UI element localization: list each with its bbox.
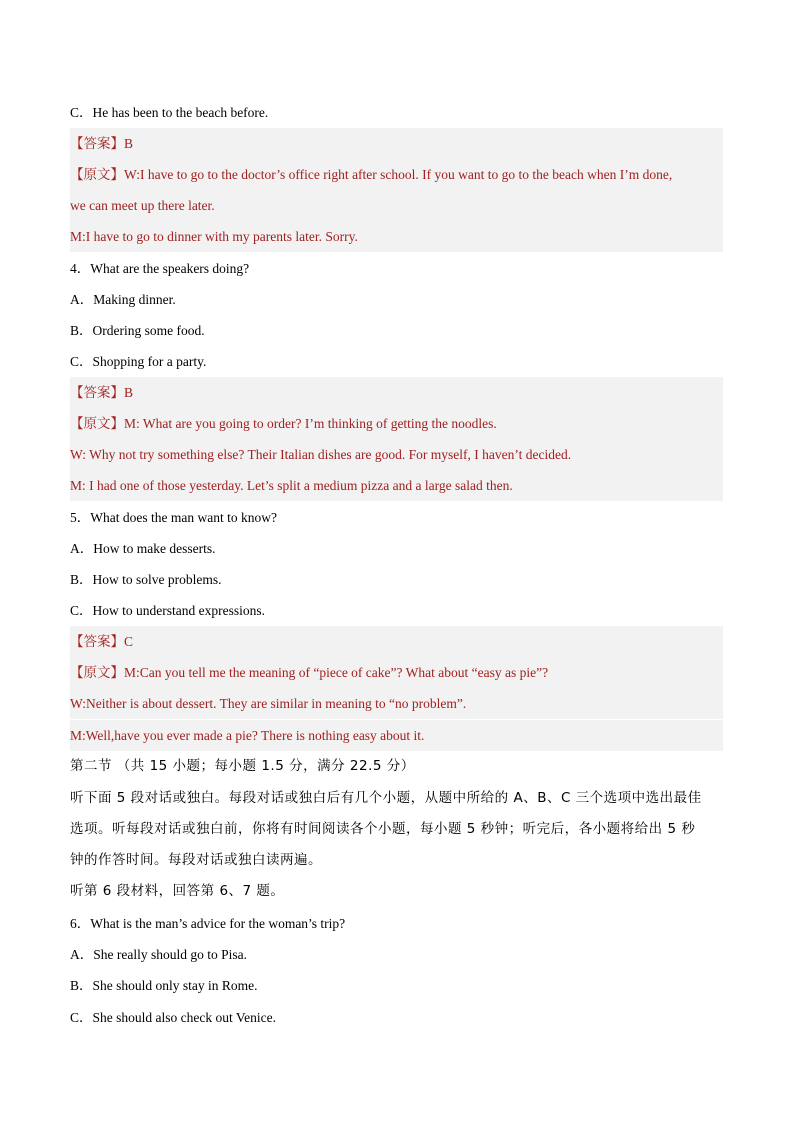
section-instructions-line-2: 选项。听每段对话或独白前，你将有时间阅读各个小题，每小题 5 秒钟；听完后，各小题将给出 5 秒 [70,821,696,837]
q6-option-a: A．She really should go to Pisa. [70,947,247,962]
q5-answer-line [70,626,723,657]
q6-option-c: C．She should also check out Venice. [70,1010,276,1025]
q3-answer-line [70,128,723,159]
section-heading: 第二节 （共 15 小题；每小题 1.5 分，满分 22.5 分） [70,758,415,774]
section-instructions-line-1: 听下面 5 段对话或独白。每段对话或独白后有几个小题，从题中所给的 A、B、C 三个选项中选出最佳 [70,790,702,806]
q4-transcript-line-2: W: Why not try something else? Their Italian dishes are good. For myself, I haven’t decided. [70,439,723,470]
q4-transcript-line-3: M: I had one of those yesterday. Let’s split a medium pizza and a large salad then. [70,470,723,501]
q4-transcript-line-1 [70,408,723,439]
q4-option-a: A．Making dinner. [70,292,176,307]
q3-option-c: C．He has been to the beach before. [70,105,269,120]
q5-option-c: C．How to understand expressions. [70,603,265,618]
answer-tag: 【答案】 [70,385,124,401]
q5-option-b: B．How to solve problems. [70,572,222,587]
material-instruction: 听第 6 段材料，回答第 6、7 题。 [70,883,285,899]
q3-transcript-line-2: we can meet up there later. [70,190,723,221]
transcript-tag: 【原文】 [70,167,124,183]
answer-tag: 【答案】 [70,136,124,152]
answer-value: B [124,136,134,151]
answer-tag: 【答案】 [70,634,124,650]
q5-transcript-line-2: W:Neither is about dessert. They are similar in meaning to “no problem”. [70,688,723,719]
q4-option-c: C．Shopping for a party. [70,354,207,369]
q6-question: 6．What is the man’s advice for the woman’s trip? [70,916,346,931]
q5-option-a: A．How to make desserts. [70,541,216,556]
transcript-text: W:I have to go to the doctor’s office right after school. If you want to go to the beach when I’m done, [124,167,673,182]
section-instructions-line-3: 钟的作答时间。每段对话或独白读两遍。 [70,852,322,868]
transcript-tag: 【原文】 [70,665,124,681]
q4-question: 4．What are the speakers doing? [70,261,250,276]
transcript-tag: 【原文】 [70,416,124,432]
q3-transcript-line-3: M:I have to go to dinner with my parents later. Sorry. [70,221,723,252]
transcript-text: M: What are you going to order? I’m thinking of getting the noodles. [124,416,497,431]
q4-answer-line [70,377,723,408]
q3-transcript-line-1 [70,159,723,190]
transcript-text: M:Can you tell me the meaning of “piece of cake”? What about “easy as pie”? [124,665,549,680]
answer-value: C [124,634,134,649]
q4-option-b: B．Ordering some food. [70,323,205,338]
q5-transcript-line-3: M:Well,have you ever made a pie? There is nothing easy about it. [70,720,723,751]
q5-transcript-line-1 [70,657,723,688]
q5-question: 5．What does the man want to know? [70,510,277,525]
answer-value: B [124,385,134,400]
q6-option-b: B．She should only stay in Rome. [70,978,258,993]
